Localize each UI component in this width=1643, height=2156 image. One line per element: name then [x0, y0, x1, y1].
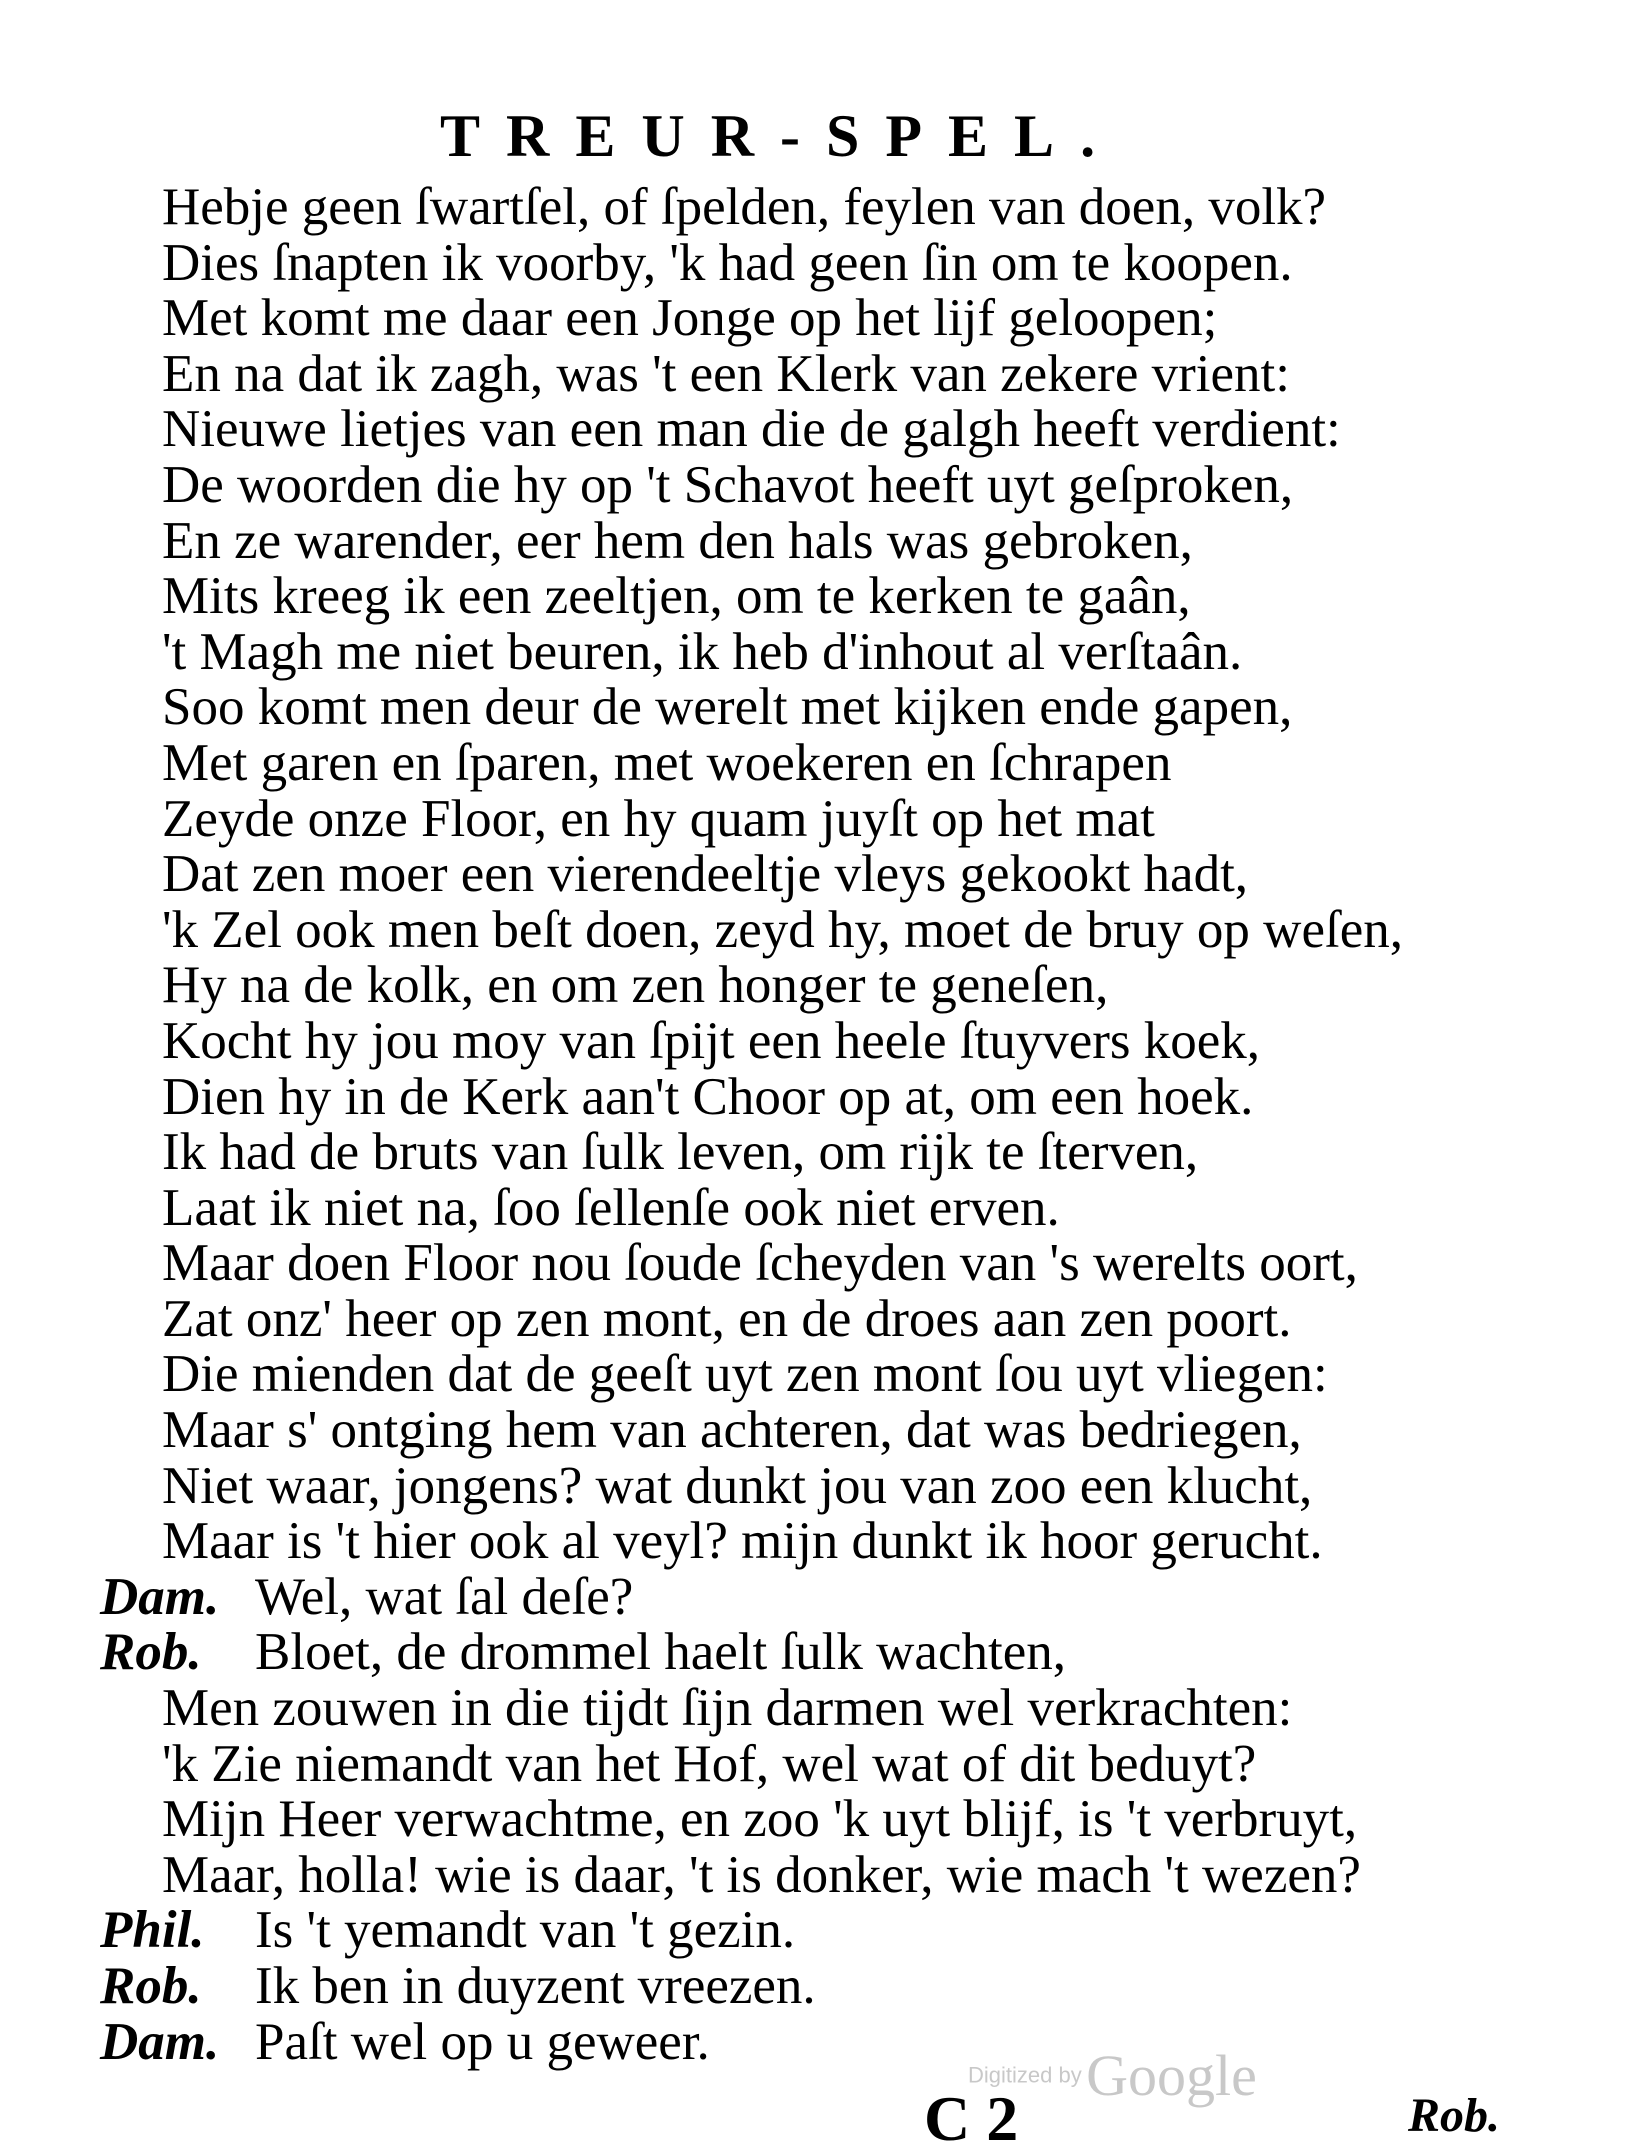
verse-text: Laat ik niet na, ſoo ſellenſe ook niet erven.: [162, 1178, 1060, 1237]
verse-line: [100, 1792, 1560, 1848]
catchword: Rob.: [1408, 2089, 1501, 2142]
verse-text: En ze warender, eer hem den hals was gebroken,: [162, 511, 1193, 570]
verse-text: Maar s' ontging hem van achteren, dat was bedriegen,: [162, 1401, 1302, 1460]
verse-text: Zat onz' heer op zen mont, en de droes aan zen poort.: [162, 1289, 1292, 1348]
verse-text: Dat zen moer een vierendeeltje vleys gekookt hadt,: [162, 845, 1249, 904]
speaker-label: Phil.: [100, 1901, 205, 1960]
verse-text: Is 't yemandt van 't gezin.: [255, 1901, 796, 1960]
verse-text: Hebje geen ſwartſel, of ſpelden, feylen van doen, volk?: [162, 178, 1327, 236]
verse-line: [100, 1903, 1560, 1959]
verse-text: En na dat ik zagh, was 't een Klerk van zekere vrient:: [162, 344, 1290, 403]
verse-line: [100, 344, 1560, 403]
verse-text: Dies ſnapten ik voorby, 'k had geen ſin om te koopen.: [162, 233, 1293, 292]
verse-text: Mits kreeg ik een zeeltjen, om te kerken te gaân,: [162, 567, 1191, 626]
verse-text: Kocht hy jou moy van ſpijt een heele ſtuyvers koek,: [162, 1011, 1261, 1070]
verse-line: [100, 1567, 1560, 1626]
verse-text: Zeyde onze Floor, en hy quam juyſt op het mat: [162, 789, 1155, 848]
verse-text: Soo komt men deur de werelt met kijken ende gapen,: [162, 678, 1293, 737]
verse-line: [100, 847, 1560, 903]
verse-line: [100, 1514, 1560, 1570]
verse-text: Met garen en ſparen, met woekeren en ſchrapen: [162, 733, 1172, 792]
verse-text: Ik had de bruts van ſulk leven, om rijk te ſterven,: [162, 1123, 1199, 1182]
verse-line: [100, 789, 1560, 848]
verse-line: [100, 233, 1560, 292]
speaker-label: Dam.: [100, 2012, 220, 2071]
verse-lines: [100, 180, 1560, 2070]
verse-line: [100, 1289, 1560, 1348]
signature-mark: C 2: [924, 2083, 1019, 2154]
verse-text: Maar doen Floor nou ſoude ſcheyden van 's werelts oort,: [162, 1234, 1358, 1293]
verse-line: [100, 1403, 1560, 1459]
verse-line: [100, 680, 1560, 736]
verse-line: [100, 1178, 1560, 1237]
verse-text: Ik ben in duyzent vreezen.: [255, 1957, 816, 2015]
watermark-small-text: Digitized by: [968, 2062, 1082, 2088]
verse-line: [100, 733, 1560, 792]
verse-line: [100, 180, 1560, 236]
verse-line: [100, 900, 1560, 959]
verse-line: [100, 1011, 1560, 1070]
verse-text: Nieuwe lietjes van een man die de galgh heeft verdient:: [162, 400, 1341, 459]
verse-text: Niet waar, jongens? wat dunkt jou van zoo een klucht,: [162, 1456, 1313, 1515]
verse-line: [100, 958, 1560, 1014]
verse-line: [100, 1236, 1560, 1292]
verse-line: [100, 622, 1560, 681]
verse-text: Bloet, de drommel haelt ſulk wachten,: [255, 1623, 1066, 1682]
speaker-label: Rob.: [100, 1623, 202, 1682]
verse-line: [100, 1347, 1560, 1403]
verse-line: [100, 1625, 1560, 1681]
verse-line: [100, 569, 1560, 625]
verse-text: Paſt wel op u geweer.: [255, 2012, 710, 2071]
verse-text: Maar, holla! wie is daar, 't is donker, wie mach 't wezen?: [162, 1845, 1361, 1904]
verse-line: [100, 1125, 1560, 1181]
verse-line: [100, 402, 1560, 458]
verse-line: [100, 1845, 1560, 1904]
verse-line: [100, 455, 1560, 514]
verse-line: [100, 511, 1560, 570]
speaker-label: Dam.: [100, 1567, 220, 1626]
speaker-label: Rob.: [100, 1957, 202, 2015]
verse-text: 'k Zel ook men beſt doen, zeyd hy, moet de bruy op weſen,: [162, 900, 1403, 959]
verse-text: Wel, wat ſal deſe?: [255, 1567, 634, 1626]
verse-line: [100, 1067, 1560, 1126]
verse-text: Men zouwen in die tijdt ſijn darmen wel verkrachten:: [162, 1679, 1293, 1738]
verse-line: [100, 1959, 1560, 2015]
watermark-logo-text: Google: [1086, 2043, 1257, 2108]
verse-text: 'k Zie niemandt van het Hof, wel wat of dit beduyt?: [162, 1734, 1257, 1793]
verse-text: Maar is 't hier ook al veyl? mijn dunkt ik hoor gerucht.: [162, 1512, 1323, 1571]
verse-line: [100, 1734, 1560, 1793]
verse-line: [100, 1681, 1560, 1737]
page-header-title: TREUR-SPEL.: [440, 103, 1122, 169]
verse-text: 't Magh me niet beuren, ik heb d'inhout al verſtaân.: [162, 622, 1243, 681]
verse-text: Mijn Heer verwachtme, en zoo 'k uyt blijf, is 't verbruyt,: [162, 1790, 1358, 1849]
verse-text: Hy na de kolk, en om zen honger te geneſen,: [162, 956, 1109, 1015]
verse-line: [100, 291, 1560, 347]
verse-text: De woorden die hy op 't Schavot heeft uyt geſproken,: [162, 455, 1294, 514]
verse-line: [100, 1456, 1560, 1515]
page-footer: [0, 2082, 1643, 2152]
verse-text: Met komt me daar een Jonge op het lijf geloopen;: [162, 289, 1218, 348]
verse-text: Dien hy in de Kerk aan't Choor op at, om een hoek.: [162, 1067, 1254, 1126]
verse-line: [100, 2012, 1560, 2071]
verse-text: Die mienden dat de geeſt uyt zen mont ſou uyt vliegen:: [162, 1345, 1328, 1404]
